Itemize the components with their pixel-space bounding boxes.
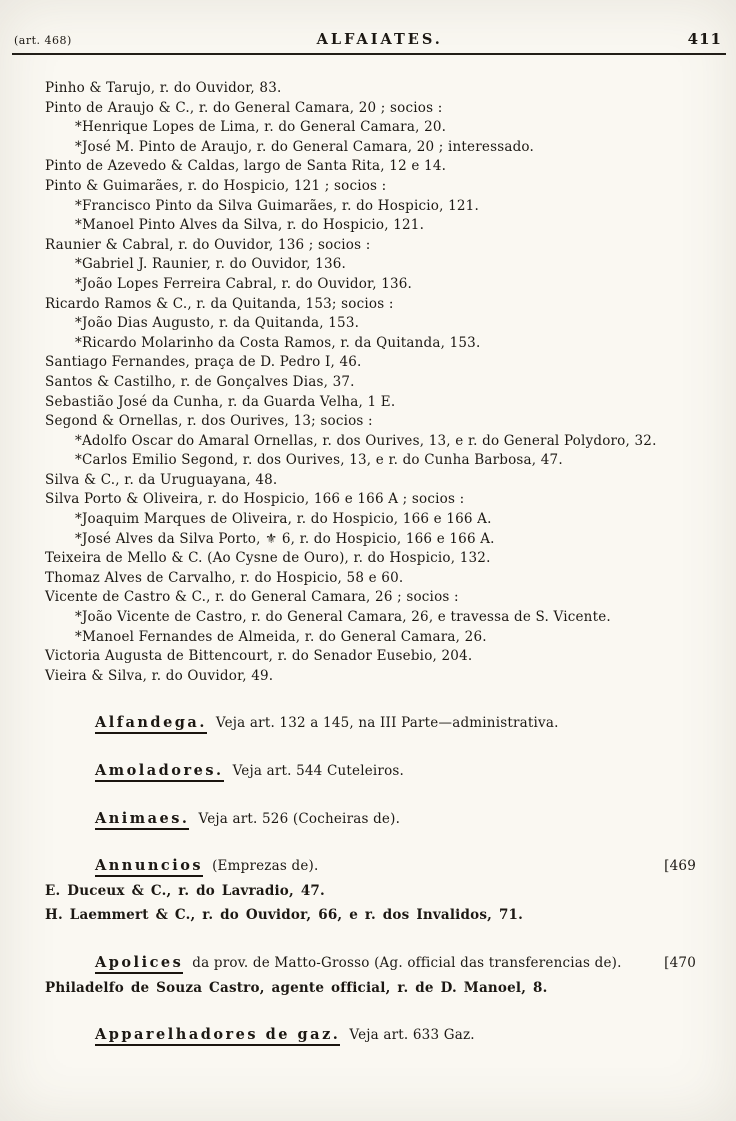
running-title: ALFAIATES. — [316, 31, 443, 48]
directory-entry: H. Laemmert & C., r. do Ouvidor, 66, e r. dos Invalidos, 71. — [45, 907, 524, 924]
directory-entry: Teixeira de Mello & C. (Ao Cysne de Ouro), r. do Hospicio, 132. — [45, 550, 491, 567]
directory-entry: Santiago Fernandes, praça de D. Pedro I, 46. — [45, 354, 362, 371]
directory-entry: Pinho & Tarujo, r. do Ouvidor, 83. — [45, 80, 282, 96]
section-heading: Annuncios — [95, 857, 203, 877]
section-heading: Apparelhadores de gaz. — [95, 1026, 340, 1046]
section-text: da prov. de Matto-Grosso (Ag. official das transferencias de). — [192, 954, 622, 971]
directory-entry: Pinto de Araujo & C., r. do General Camara, 20 ; socios : — [45, 99, 443, 116]
directory-entry: Sebastião José da Cunha, r. da Guarda Velha, 1 E. — [45, 393, 396, 410]
section-row — [45, 761, 696, 782]
section-row — [45, 856, 696, 877]
section-row — [45, 1025, 696, 1046]
article-ref: (art. 468) — [14, 34, 72, 47]
directory-entry: Vicente de Castro & C., r. do General Camara, 26 ; socios : — [45, 589, 459, 606]
directory-entry: Raunier & Cabral, r. do Ouvidor, 136 ; socios : — [45, 236, 371, 253]
section-row — [45, 713, 696, 734]
section-main — [95, 761, 404, 782]
section — [45, 856, 696, 926]
section-text: Veja art. 633 Gaz. — [349, 1027, 475, 1044]
column-ref: [469 — [664, 858, 696, 875]
page-header — [12, 30, 726, 55]
directory-entry: E. Duceux & C., r. do Lavradio, 47. — [45, 882, 325, 899]
section-main — [95, 1025, 475, 1046]
directory-entry: *Gabriel J. Raunier, r. do Ouvidor, 136. — [75, 256, 347, 273]
directory-entry: *Adolfo Oscar do Amaral Ornellas, r. dos Ourives, 13, e r. do General Polydoro, 32. — [75, 432, 657, 449]
section-text: (Emprezas de). — [212, 858, 319, 875]
directory-entry: *Carlos Emilio Segond, r. dos Ourives, 13, e r. do Cunha Barbosa, 47. — [75, 452, 563, 469]
page-content — [45, 79, 696, 1046]
section-heading: Apolices — [95, 954, 183, 974]
directory-entry: Philadelfo de Souza Castro, agente official, r. de D. Manoel, 8. — [45, 979, 548, 996]
directory-entry: Ricardo Ramos & C., r. da Quitanda, 153; socios : — [45, 295, 394, 312]
section — [45, 809, 696, 830]
section-main — [95, 809, 400, 830]
directory-entry: *José Alves da Silva Porto, ⚜ 6, r. do Hospicio, 166 e 166 A. — [75, 530, 495, 547]
directory-entry: *Ricardo Molarinho da Costa Ramos, r. da Quitanda, 153. — [75, 334, 481, 351]
directory-entry: Santos & Castilho, r. de Gonçalves Dias, 37. — [45, 373, 355, 390]
section-heading: Alfandega. — [95, 714, 207, 734]
section-text: Veja art. 544 Cuteleiros. — [232, 763, 405, 779]
directory-entry: Pinto & Guimarães, r. do Hospicio, 121 ; socios : — [45, 177, 387, 194]
directory-entry: Silva Porto & Oliveira, r. do Hospicio, 166 e 166 A ; socios : — [45, 491, 465, 508]
directory-entry: Pinto de Azevedo & Caldas, largo de Santa Rita, 12 e 14. — [45, 158, 447, 175]
section-row — [45, 953, 696, 974]
section — [45, 1025, 696, 1046]
directory-entry: Vieira & Silva, r. do Ouvidor, 49. — [45, 667, 274, 684]
section — [45, 761, 696, 782]
section-heading: Amoladores. — [95, 762, 224, 782]
section-main — [95, 953, 622, 974]
section-text: Veja art. 132 a 145, na III Parte—administrativa. — [215, 715, 559, 732]
section-text: Veja art. 526 (Cocheiras de). — [198, 810, 401, 827]
directory-entry: Thomaz Alves de Carvalho, r. do Hospicio, 58 e 60. — [45, 569, 404, 586]
directory-entry: *João Dias Augusto, r. da Quitanda, 153. — [75, 315, 360, 332]
directory-entry: Victoria Augusta de Bittencourt, r. do Senador Eusebio, 204. — [45, 648, 473, 665]
section-main — [95, 856, 318, 877]
directory-list — [45, 79, 696, 686]
directory-entry: *Henrique Lopes de Lima, r. do General Camara, 20. — [75, 119, 447, 136]
section-heading: Animaes. — [95, 810, 189, 830]
column-ref: [470 — [664, 954, 696, 971]
directory-entry: *Manoel Pinto Alves da Silva, r. do Hospicio, 121. — [75, 217, 425, 234]
section-row — [45, 809, 696, 830]
directory-entry: *Francisco Pinto da Silva Guimarães, r. do Hospicio, 121. — [75, 197, 479, 214]
directory-entry: *João Lopes Ferreira Cabral, r. do Ouvidor, 136. — [75, 275, 413, 292]
directory-entry: *José M. Pinto de Araujo, r. do General Camara, 20 ; interessado. — [75, 138, 535, 155]
directory-entry: Silva & C., r. da Uruguayana, 48. — [45, 471, 278, 488]
section — [45, 953, 696, 998]
directory-entry: *Manoel Fernandes de Almeida, r. do General Camara, 26. — [75, 628, 487, 645]
page-number: 411 — [687, 30, 722, 48]
directory-entry: *João Vicente de Castro, r. do General Camara, 26, e travessa de S. Vicente. — [75, 609, 611, 626]
directory-entry: *Joaquim Marques de Oliveira, r. do Hospicio, 166 e 166 A. — [75, 511, 492, 528]
section — [45, 713, 696, 734]
directory-entry: Segond & Ornellas, r. dos Ourives, 13; socios : — [45, 413, 373, 430]
sections — [45, 713, 696, 1045]
section-main — [95, 713, 559, 734]
